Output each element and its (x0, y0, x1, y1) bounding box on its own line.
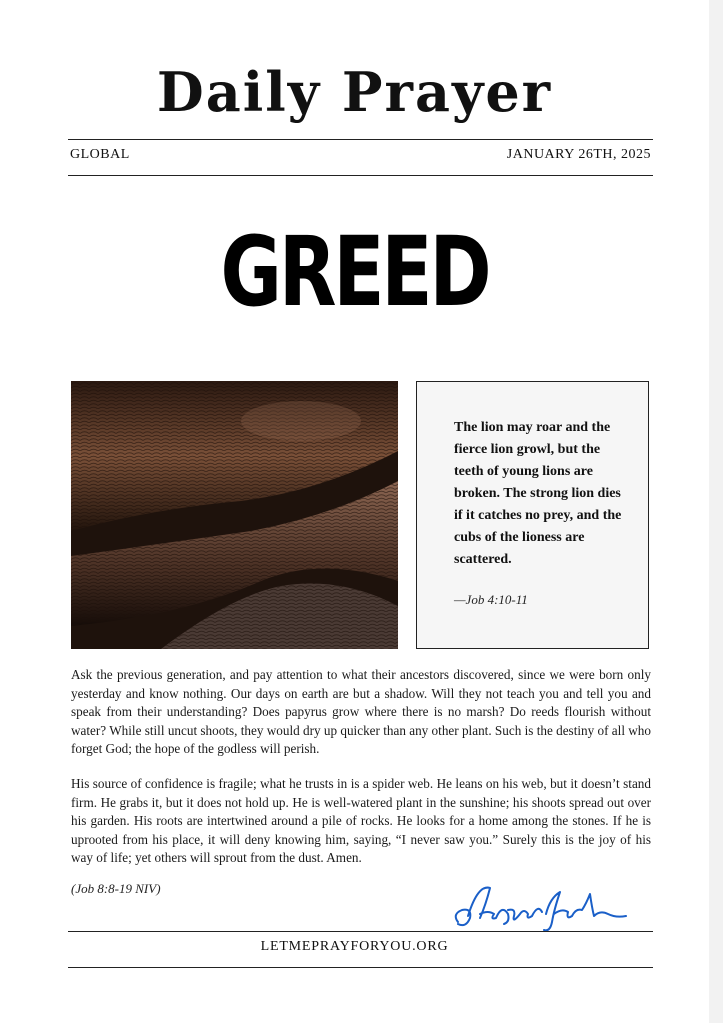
footer-bottom-rule (68, 967, 653, 968)
headline: GREED (220, 216, 489, 328)
footer-website[interactable]: LETMEPRAYFORYOU.ORG (260, 939, 449, 954)
header-top-rule (68, 139, 653, 140)
scripture-quote-text: The lion may roar and the fierce lion growl, but the teeth of young lions are broken. The strong lion dies if it catches no prey, and the cubs of the lioness are scattered. (454, 420, 622, 567)
snake-skin-illustration (71, 381, 398, 649)
header-bottom-rule (68, 175, 653, 176)
masthead-title: Daily Prayer (156, 60, 553, 124)
scripture-quote-box (416, 381, 649, 649)
snake-skin-photo (71, 381, 398, 649)
signature-icon (450, 874, 630, 936)
footer-top-rule (68, 931, 653, 932)
body-paragraph-2: His source of confidence is fragile; what he trusts in is a spider web. He leans on his web, but it doesn’t stand firm. He grabs it, but it does not hold up. He is well-watered plant in the sunshine; his shoots spread out over his garden. His roots are intertwined around a pile of rocks. He looks for a home among the stones. If he is uprooted from his place, it will deny knowing him, saying, “I never saw you.” Surely this is the joy of his way of life; yet others will sprout from the dust. Amen. (71, 776, 651, 866)
region-label: GLOBAL (70, 147, 130, 162)
scripture-quote-reference: —Job 4:10-11 (454, 592, 528, 607)
scripture-citation: (Job 8:8-19 NIV) (71, 881, 161, 896)
issue-date: JANUARY 26TH, 2025 (506, 147, 651, 162)
body-paragraph-1: Ask the previous generation, and pay attention to what their ancestors discovered, since we were born only yesterday and know nothing. Our days on earth are but a shadow. Will they not teach you and tell you and speak from their understanding? Does papyrus grow where there is no marsh? Do reeds flourish without water? While still uncut shoots, they would dry up quicker than any other plant. Such is the destiny of all who forget God; the hope of the godless will perish. (71, 667, 651, 757)
